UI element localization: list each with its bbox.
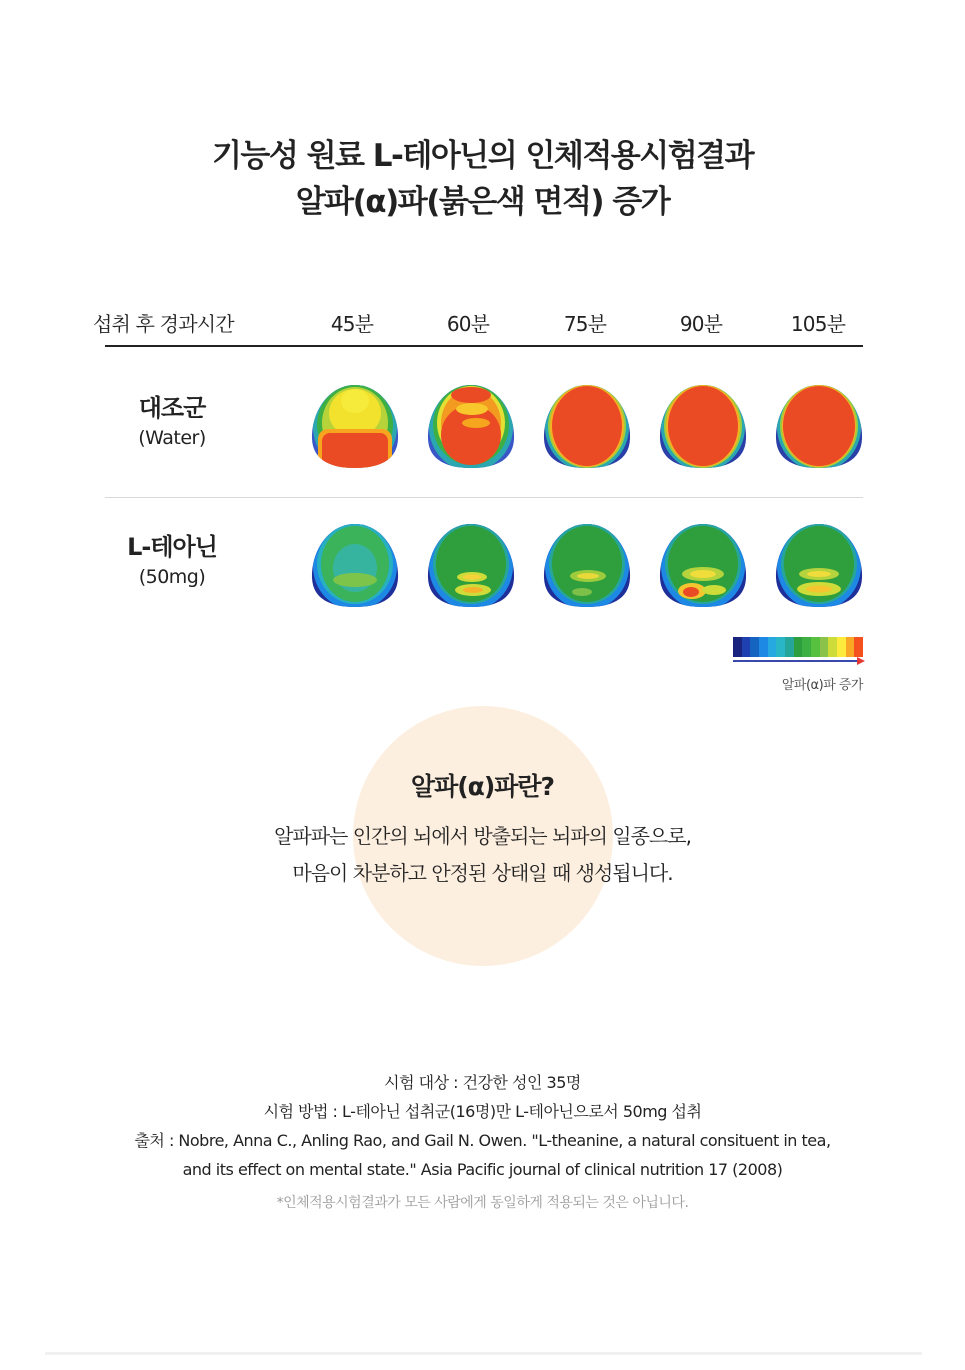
- study-subject: 시험 대상 : 건강한 성인 35명: [384, 1073, 581, 1092]
- elapsed-time-label: 섭취 후 경과시간: [93, 312, 234, 336]
- study-method: 시험 방법 : L-테아닌 섭취군(16명)만 L-테아닌으로서 50mg 섭취: [263, 1102, 702, 1121]
- alpha-question: 알파(α)파란?: [410, 772, 555, 801]
- control-group-name: 대조군: [138, 394, 206, 422]
- control-heatmap-45: [310, 383, 400, 469]
- scale-arrow-icon: [733, 656, 865, 666]
- scale-swatch-12: [837, 637, 846, 657]
- disclaimer: *인체적용시험결과가 모든 사람에게 동일하게 적용되는 것은 아닙니다.: [276, 1195, 689, 1211]
- row-divider: [105, 497, 863, 498]
- theanine-heatmap-75: [542, 522, 632, 608]
- study-source-line-1: 출처 : Nobre, Anna C., Anling Rao, and Gail N. Owen. "L-theanine, a natural consituent in tea,: [134, 1131, 831, 1150]
- theanine-group-name: L-테아닌: [127, 533, 217, 561]
- scale-swatch-4: [768, 637, 777, 657]
- scale-swatch-5: [776, 637, 785, 657]
- theanine-heatmap-90: [658, 522, 748, 608]
- page-title: [0, 133, 965, 225]
- theanine-heatmap-60: [426, 522, 516, 608]
- theanine-heatmap-105: [774, 522, 864, 608]
- study-source-line-2: and its effect on mental state." Asia Pacific journal of clinical nutrition 17 (2008): [182, 1160, 783, 1179]
- alpha-description: [0, 818, 965, 892]
- title-line-2: 알파(α)파(붉은색 면적) 증가: [295, 184, 670, 220]
- alpha-description-line-1: 알파파는 인간의 뇌에서 방출되는 뇌파의 일종으로,: [274, 824, 691, 848]
- control-group-sub: (Water): [138, 427, 206, 449]
- time-60: 60분: [446, 312, 490, 336]
- scale-swatch-8: [802, 637, 811, 657]
- control-heatmap-90: [658, 383, 748, 469]
- scale-swatch-10: [820, 637, 829, 657]
- theanine-heatmap-45: [310, 522, 400, 608]
- control-heatmap-60: [426, 383, 516, 469]
- scale-swatch-2: [750, 637, 759, 657]
- scale-swatch-9: [811, 637, 820, 657]
- scale-swatch-13: [846, 637, 855, 657]
- scale-swatch-7: [794, 637, 803, 657]
- study-references: [0, 1068, 965, 1184]
- theanine-group-label: [72, 532, 272, 588]
- alpha-description-line-2: 마음이 차분하고 안정된 상태일 때 생성됩니다.: [292, 861, 673, 885]
- header-divider: [105, 345, 863, 347]
- control-heatmap-105: [774, 383, 864, 469]
- control-group-label: [72, 393, 272, 449]
- scale-label: 알파(α)파 증가: [781, 678, 863, 693]
- scale-swatch-0: [733, 637, 742, 657]
- scale-swatch-14: [854, 637, 863, 657]
- time-90: 90분: [679, 312, 723, 336]
- theanine-group-sub: (50mg): [138, 566, 206, 588]
- control-heatmap-75: [542, 383, 632, 469]
- scale-swatch-11: [828, 637, 837, 657]
- scale-swatch-3: [759, 637, 768, 657]
- title-line-1: 기능성 원료 L-테아닌의 인체적용시험결과: [211, 138, 754, 174]
- scale-swatch-6: [785, 637, 794, 657]
- time-105: 105분: [790, 312, 846, 336]
- time-75: 75분: [563, 312, 607, 336]
- time-45: 45분: [330, 312, 374, 336]
- alpha-color-scale: [733, 637, 863, 657]
- scale-swatch-1: [742, 637, 751, 657]
- bottom-divider: [45, 1352, 922, 1355]
